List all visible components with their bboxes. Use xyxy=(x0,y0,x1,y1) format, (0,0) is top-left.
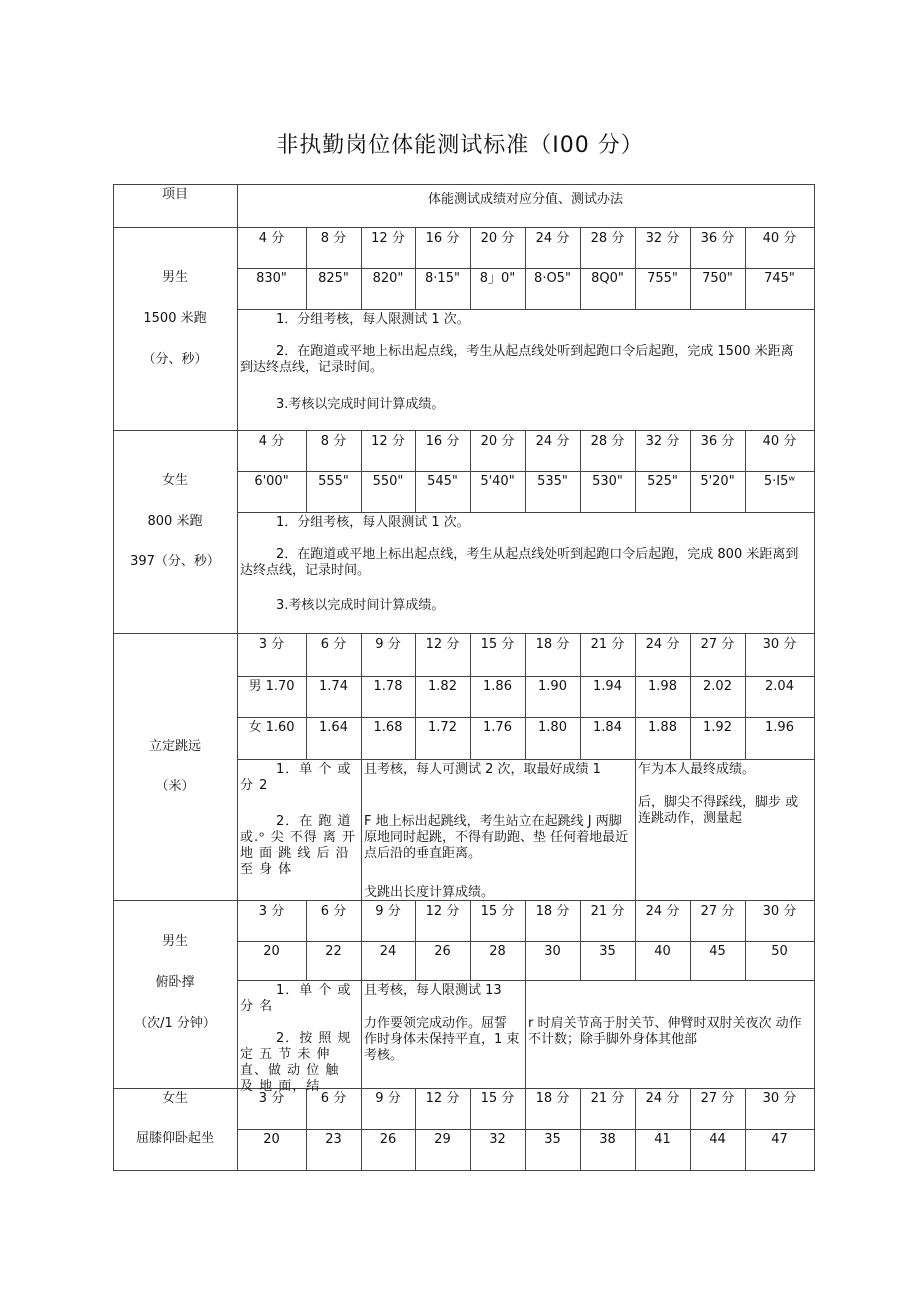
pushup-count: 20 xyxy=(263,944,280,959)
table-rule xyxy=(237,941,815,942)
jump-value-female: 1.96 xyxy=(765,720,794,735)
table-rule xyxy=(113,633,815,634)
table-rule xyxy=(525,227,526,309)
score-label: 16 分 xyxy=(425,231,460,246)
score-label: 6 分 xyxy=(320,637,347,652)
time-value: 745" xyxy=(764,271,795,286)
pushup-count: 22 xyxy=(325,944,342,959)
jump-value-male: 1.98 xyxy=(648,679,677,694)
score-label: 30 分 xyxy=(762,637,797,652)
table-rule xyxy=(306,633,307,759)
table-rule xyxy=(237,512,815,513)
score-label: 24 分 xyxy=(645,637,680,652)
table-rule xyxy=(237,309,815,310)
score-label: 9 分 xyxy=(375,1091,401,1106)
jump-value-male: 1.82 xyxy=(428,679,457,694)
table-rule xyxy=(237,268,815,269)
table-rule xyxy=(237,759,815,760)
score-label: 36 分 xyxy=(700,231,735,246)
table-rule xyxy=(690,430,691,512)
section-label: 男生 xyxy=(161,934,188,949)
score-label: 27 分 xyxy=(700,637,735,652)
table-rule xyxy=(690,900,691,980)
table-rule xyxy=(525,1088,526,1170)
rule-text: 2．在 跑 道 或.ᵒ 尖 不得 离 开 地 面 跳 线 后 沿 至 身 体 xyxy=(240,814,357,877)
table-rule xyxy=(635,1088,636,1170)
jump-value-female: 女 1.60 xyxy=(248,720,295,735)
score-label: 4 分 xyxy=(258,434,285,449)
table-rule xyxy=(361,633,362,759)
table-rule xyxy=(745,900,746,980)
situp-count: 41 xyxy=(654,1132,671,1147)
score-label: 21 分 xyxy=(590,904,625,919)
table-rule xyxy=(361,980,362,1088)
table-rule xyxy=(635,430,636,512)
time-value: 525" xyxy=(647,474,678,489)
section-label: （分、秒） xyxy=(142,352,208,367)
table-rule xyxy=(635,227,636,309)
score-label: 18 分 xyxy=(535,904,570,919)
rule-text: 后，脚尖不得踩线，脚步 或连跳动作，测量起 xyxy=(638,795,799,826)
table-rule xyxy=(415,227,416,309)
pushup-count: 35 xyxy=(599,944,616,959)
table-rule xyxy=(361,227,362,309)
score-label: 9 分 xyxy=(375,637,401,652)
table-rule xyxy=(361,1088,362,1170)
pushup-count: 26 xyxy=(434,944,451,959)
table-rule xyxy=(635,759,636,900)
score-label: 21 分 xyxy=(590,1091,625,1106)
table-rule xyxy=(113,227,815,228)
jump-value-female: 1.64 xyxy=(319,720,348,735)
table-rule xyxy=(470,1088,471,1170)
situp-count: 44 xyxy=(709,1132,726,1147)
jump-value-female: 1.72 xyxy=(428,720,457,735)
score-label: 3 分 xyxy=(258,1091,285,1106)
table-rule xyxy=(635,633,636,759)
score-label: 20 分 xyxy=(480,434,515,449)
table-rule xyxy=(580,633,581,759)
situp-count: 38 xyxy=(599,1132,616,1147)
table-rule xyxy=(814,184,815,1171)
table-rule xyxy=(580,1088,581,1170)
jump-value-female: 1.68 xyxy=(373,720,403,735)
score-label: 20 分 xyxy=(480,231,515,246)
jump-value-female: 1.92 xyxy=(703,720,732,735)
table-rule xyxy=(306,1088,307,1170)
table-rule xyxy=(690,1088,691,1170)
jump-value-male: 1.90 xyxy=(538,679,567,694)
score-label: 40 分 xyxy=(762,231,797,246)
table-rule xyxy=(113,1088,815,1089)
table-rule xyxy=(690,227,691,309)
rule-text: r 时肩关节高于肘关节、伸臂时双肘关夜次 动作不计数；除手脚外身体其他部 xyxy=(528,1016,802,1047)
score-label: 36 分 xyxy=(700,434,735,449)
score-label: 3 分 xyxy=(258,904,285,919)
score-label: 6 分 xyxy=(320,904,347,919)
score-label: 32 分 xyxy=(645,231,680,246)
table-rule xyxy=(525,633,526,759)
score-label: 27 分 xyxy=(700,1091,735,1106)
time-value: 535" xyxy=(537,474,568,489)
table-rule xyxy=(580,900,581,980)
score-label: 30 分 xyxy=(762,1091,797,1106)
score-label: 24 分 xyxy=(645,1091,680,1106)
time-value: 5'40" xyxy=(480,474,515,489)
score-label: 15 分 xyxy=(480,1091,515,1106)
score-label: 40 分 xyxy=(762,434,797,449)
rule-text: 戈跳出长度计算成绩。 xyxy=(364,885,495,900)
pushup-count: 30 xyxy=(544,944,561,959)
pushup-count: 45 xyxy=(709,944,726,959)
score-label: 27 分 xyxy=(700,904,735,919)
rule-text: 3.考核以完成时间计算成绩。 xyxy=(276,397,445,412)
header-desc: 体能测试成绩对应分值、测试办法 xyxy=(427,192,623,207)
time-value: 820" xyxy=(372,271,404,286)
jump-value-female: 1.76 xyxy=(483,720,512,735)
table-rule xyxy=(690,633,691,759)
jump-value-male: 2.02 xyxy=(703,679,732,694)
score-label: 12 分 xyxy=(425,1091,460,1106)
table-rule xyxy=(113,1170,815,1171)
table-rule xyxy=(470,900,471,980)
table-rule xyxy=(237,184,238,1170)
table-rule xyxy=(745,1088,746,1170)
situp-count: 23 xyxy=(325,1132,342,1147)
table-rule xyxy=(745,633,746,759)
time-value: 750" xyxy=(702,271,733,286)
time-value: 5'20" xyxy=(700,474,735,489)
section-label: 397（分、秒） xyxy=(130,554,220,569)
score-label: 6 分 xyxy=(320,1091,347,1106)
table-rule xyxy=(306,900,307,980)
table-rule xyxy=(525,900,526,980)
score-label: 24 分 xyxy=(645,904,680,919)
score-label: 24 分 xyxy=(535,231,570,246)
situp-count: 26 xyxy=(379,1132,397,1147)
table-rule xyxy=(237,676,815,677)
section-label: 女生 xyxy=(161,1091,188,1106)
rule-text: 且考核，每人可测试 2 次，取最好成绩 1 xyxy=(364,762,601,777)
score-label: 12 分 xyxy=(371,434,405,449)
score-label: 3 分 xyxy=(258,637,285,652)
rule-text: 1．分组考核，每人限测试 1 次。 xyxy=(276,515,470,530)
table-rule xyxy=(580,430,581,512)
situp-count: 47 xyxy=(771,1132,788,1147)
jump-value-female: 1.80 xyxy=(538,720,567,735)
section-label: 俯卧撑 xyxy=(155,975,195,990)
jump-value-male: 2.04 xyxy=(765,679,794,694)
table-rule xyxy=(237,717,815,718)
time-value: 8」0" xyxy=(479,271,516,286)
score-label: 8 分 xyxy=(320,231,347,246)
score-label: 12 分 xyxy=(425,637,460,652)
score-label: 28 分 xyxy=(590,434,625,449)
score-label: 18 分 xyxy=(535,1091,570,1106)
table-rule xyxy=(415,1088,416,1170)
rule-text: 1．分组考核，每人限测试 1 次。 xyxy=(276,312,470,327)
time-value: 530" xyxy=(592,474,623,489)
score-label: 16 分 xyxy=(425,434,460,449)
score-label: 8 分 xyxy=(320,434,347,449)
score-label: 15 分 xyxy=(480,637,515,652)
table-rule xyxy=(306,430,307,512)
section-label: 屈膝仰卧起坐 xyxy=(135,1131,214,1146)
time-value: 825" xyxy=(318,271,349,286)
rule-text: 1．单 个 或 分 名 xyxy=(240,983,352,1014)
time-value: 755" xyxy=(647,271,678,286)
table-rule xyxy=(745,430,746,512)
score-label: 15 分 xyxy=(480,904,515,919)
rule-text: 力作要领完成动作。屈誓 作时身体未保持平直，1 束考核。 xyxy=(364,1016,520,1063)
score-label: 4 分 xyxy=(258,231,285,246)
pushup-count: 24 xyxy=(379,944,397,959)
table-rule xyxy=(415,430,416,512)
score-label: 9 分 xyxy=(375,904,401,919)
score-label: 21 分 xyxy=(590,637,625,652)
table-rule xyxy=(580,227,581,309)
time-value: 8Q0" xyxy=(591,271,624,286)
score-label: 24 分 xyxy=(535,434,570,449)
jump-value-male: 1.86 xyxy=(483,679,512,694)
score-label: 18 分 xyxy=(535,637,570,652)
time-value: 8·15" xyxy=(425,271,460,286)
table-rule xyxy=(237,1129,815,1130)
situp-count: 20 xyxy=(263,1132,280,1147)
score-label: 32 分 xyxy=(645,434,680,449)
table-rule xyxy=(361,900,362,980)
table-rule xyxy=(470,633,471,759)
table-rule xyxy=(113,430,815,431)
rule-text: F 地上标出起跳线，考生站立在起跳线 J 两脚原地同时起跳，不得有助跑、垫 任何着地最近点后沿的垂直距离。 xyxy=(364,814,629,861)
pushup-count: 40 xyxy=(654,944,671,959)
time-value: 5·I5ʷ xyxy=(763,474,796,489)
section-label: 1500 米跑 xyxy=(143,311,207,326)
jump-value-female: 1.88 xyxy=(648,720,677,735)
table-rule xyxy=(361,759,362,900)
time-value: 550" xyxy=(372,474,404,489)
jump-value-male: 1.78 xyxy=(373,679,403,694)
jump-value-male: 1.74 xyxy=(319,679,348,694)
rule-text: 2．按 照 规 定 五 节 未 伸 直、做 动 位 触 及 地 面，结 xyxy=(240,1031,352,1094)
table-rule xyxy=(361,430,362,512)
table-rule xyxy=(237,980,815,981)
time-value: 545" xyxy=(427,474,458,489)
score-label: 12 分 xyxy=(371,231,405,246)
table-rule xyxy=(113,184,815,185)
rule-text: 1．单 个 或 分 2 xyxy=(240,762,352,793)
jump-value-male: 男 1.70 xyxy=(248,679,295,694)
table-rule xyxy=(415,900,416,980)
rule-text: 2．在跑道或平地上标出起点线，考生从起点线处听到起跑口令后起跑，完成 1500 米距离到达终点线，记录时间。 xyxy=(240,344,794,375)
table-rule xyxy=(415,633,416,759)
section-label: 立定跳远 xyxy=(148,739,201,754)
situp-count: 35 xyxy=(544,1132,561,1147)
time-value: 8·O5" xyxy=(534,271,571,286)
section-label: 女生 xyxy=(161,473,188,488)
rule-text: 且考核，每人限测试 13 xyxy=(364,983,502,998)
section-label: 800 米跑 xyxy=(147,514,203,529)
time-value: 6'00" xyxy=(254,474,289,489)
table-rule xyxy=(306,227,307,309)
rule-text: 3.考核以完成时间计算成绩。 xyxy=(276,598,445,613)
pushup-count: 50 xyxy=(771,944,788,959)
score-label: 12 分 xyxy=(425,904,460,919)
section-label: （米） xyxy=(155,779,195,794)
page-title: 非执勤岗位体能测试标准（I00 分） xyxy=(276,133,644,158)
situp-count: 32 xyxy=(489,1132,506,1147)
table-rule xyxy=(525,980,526,1088)
table-rule xyxy=(525,430,526,512)
situp-count: 29 xyxy=(434,1132,451,1147)
rule-text: 乍为本人最终成绩。 xyxy=(638,762,756,777)
table-rule xyxy=(635,900,636,980)
table-rule xyxy=(470,227,471,309)
header-item: 项目 xyxy=(161,187,188,202)
rule-text: 2．在跑道或平地上标出起点线，考生从起点线处听到起跑口令后起跑，完成 800 米距离到达终点线，记录时间。 xyxy=(240,547,799,578)
score-label: 28 分 xyxy=(590,231,625,246)
time-value: 830" xyxy=(256,271,287,286)
table-rule xyxy=(745,227,746,309)
table-rule xyxy=(470,430,471,512)
section-label: （次/1 分钟） xyxy=(134,1016,216,1031)
jump-value-female: 1.84 xyxy=(593,720,622,735)
section-label: 男生 xyxy=(161,270,188,285)
table-rule xyxy=(237,471,815,472)
time-value: 555" xyxy=(318,474,349,489)
pushup-count: 28 xyxy=(489,944,506,959)
score-label: 30 分 xyxy=(762,904,797,919)
jump-value-male: 1.94 xyxy=(593,679,622,694)
